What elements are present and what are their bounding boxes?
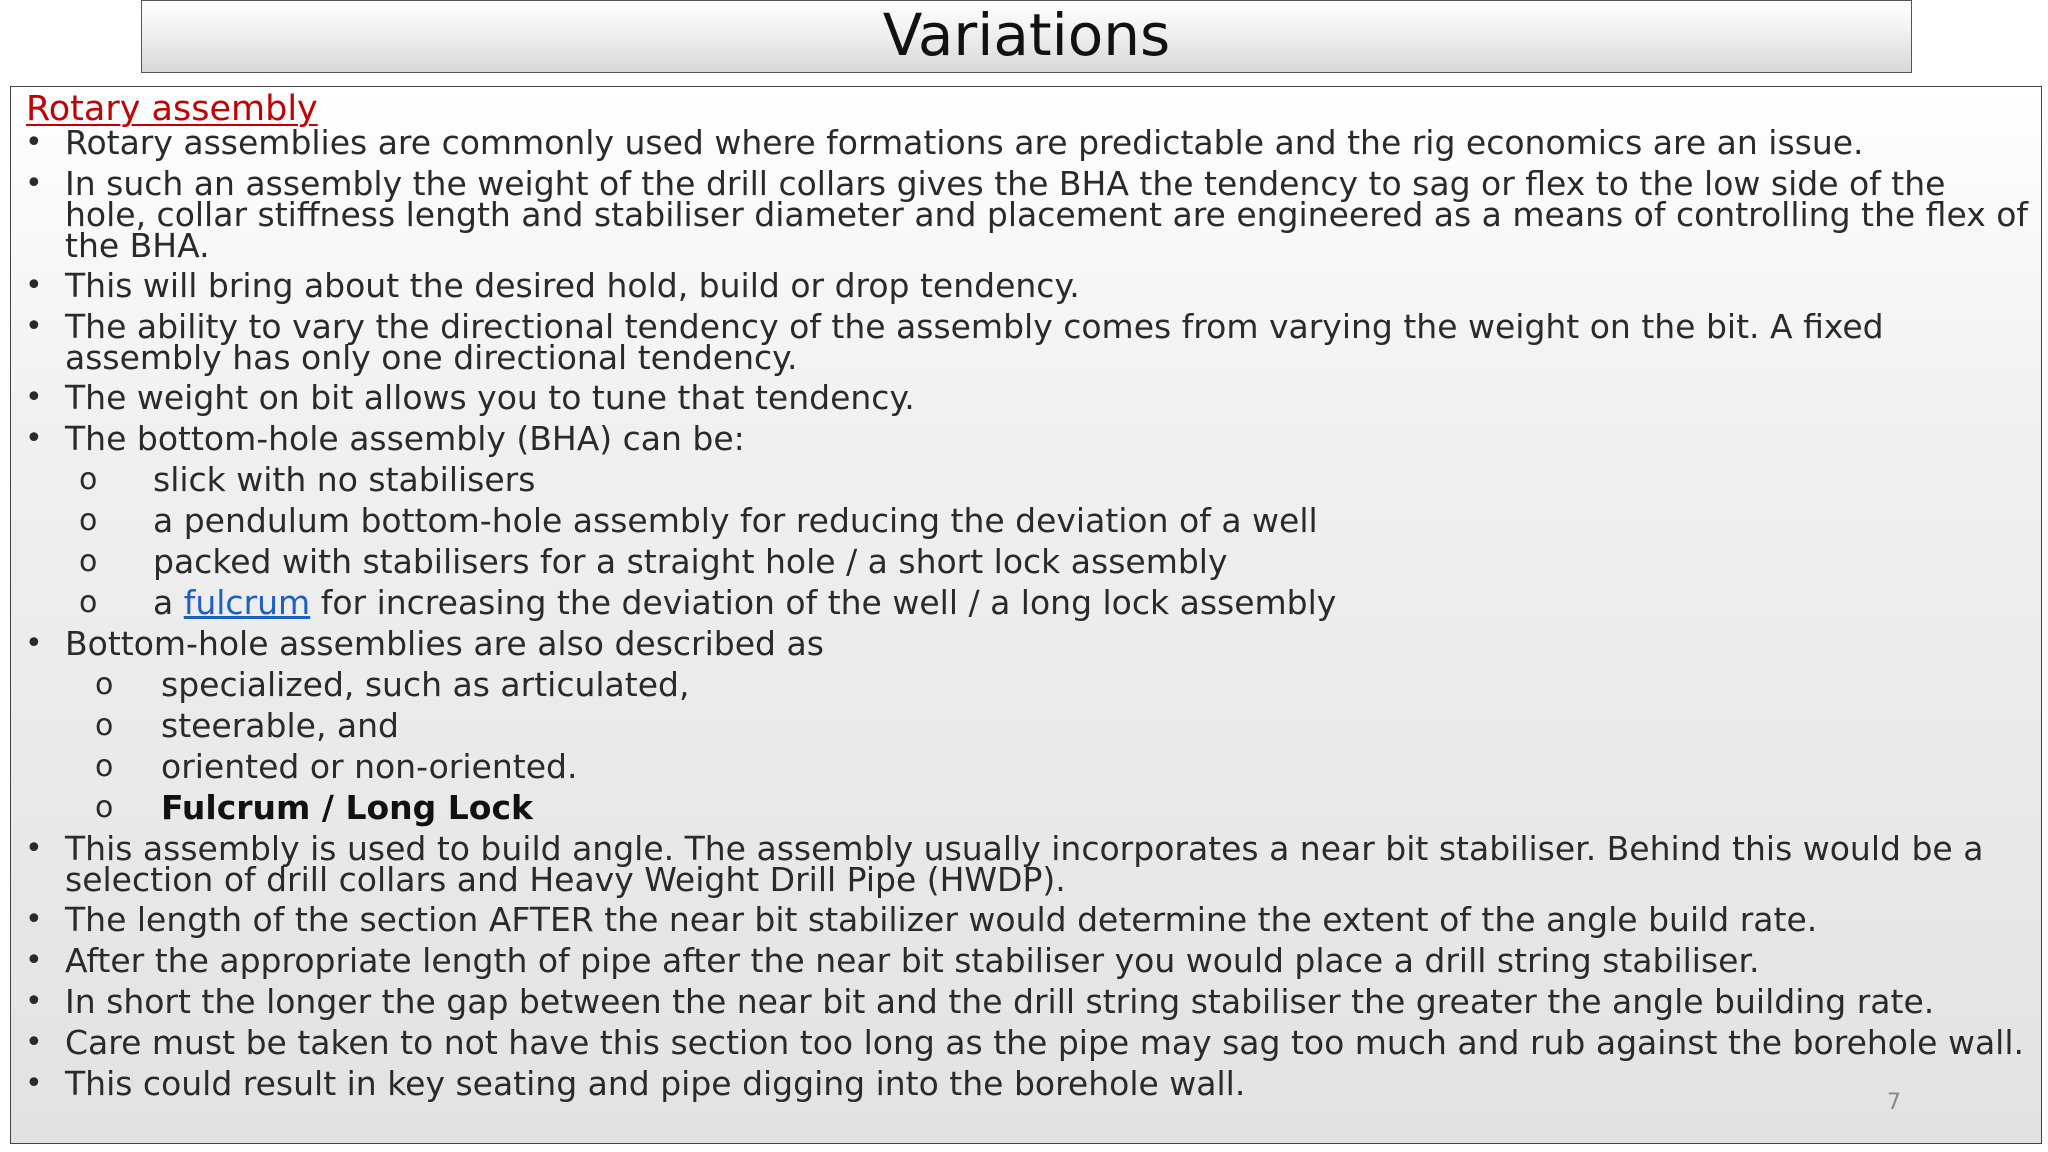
bullet-text: Bottom-hole assemblies are also described as	[65, 624, 824, 663]
bullet-text: The weight on bit allows you to tune that tendency.	[65, 378, 915, 417]
bullet-text: In such an assembly the weight of the drill collars gives the BHA the tendency to sag or flex to the low side of the hole, collar stiffness length and stabiliser diameter and placement are engineered as a means of controlling the flex of the BHA.	[65, 164, 2029, 265]
circle-bullet-icon: o	[79, 462, 98, 497]
sub-bullet-item	[11, 788, 2041, 827]
bullet-text: The length of the section AFTER the near bit stabilizer would determine the extent of the angle build rate.	[65, 900, 1818, 939]
bullet-list	[11, 123, 2041, 1109]
bullet-item	[11, 829, 2041, 899]
circle-bullet-icon: o	[95, 790, 114, 825]
sub-heading-fulcrum: Fulcrum / Long Lock	[161, 788, 533, 827]
bullet-item	[11, 900, 2041, 939]
sub-bullet-text: specialized, such as articulated,	[161, 665, 690, 704]
sub-bullet-text-post: for increasing the deviation of the well / a long lock assembly	[320, 583, 1337, 622]
sub-bullet-item	[11, 542, 2041, 581]
bullet-item	[11, 266, 2041, 305]
bullet-item	[11, 378, 2041, 417]
bullet-dot-icon: •	[25, 902, 43, 937]
bullet-dot-icon: •	[25, 626, 43, 661]
bullet-dot-icon: •	[25, 309, 43, 344]
sub-bullet-text: steerable, and	[161, 706, 400, 745]
bullet-dot-icon: •	[25, 1025, 43, 1060]
circle-bullet-icon: o	[79, 503, 98, 538]
bullet-text: Rotary assemblies are commonly used where formations are predictable and the rig economics are an issue.	[65, 123, 1864, 162]
bullet-dot-icon: •	[25, 125, 43, 160]
title-box	[141, 0, 1912, 73]
circle-bullet-icon: o	[79, 544, 98, 579]
circle-bullet-icon: o	[95, 708, 114, 743]
sub-bullet-item	[11, 665, 2041, 704]
bullet-text: This assembly is used to build angle. The assembly usually incorporates a near bit stabiliser. Behind this would be a selection of drill collars and Heavy Weight Drill Pipe (HWDP).	[65, 829, 1984, 899]
sub-bullet-item	[11, 747, 2041, 786]
bullet-item	[11, 123, 2041, 162]
circle-bullet-icon: o	[95, 667, 114, 702]
bullet-dot-icon: •	[25, 831, 43, 866]
content-box	[10, 86, 2042, 1144]
sub-bullet-item	[11, 460, 2041, 499]
fulcrum-link[interactable]: fulcrum	[183, 583, 311, 622]
bullet-dot-icon: •	[25, 380, 43, 415]
sub-bullet-text: slick with no stabilisers	[153, 460, 536, 499]
circle-bullet-icon: o	[79, 585, 98, 620]
bullet-text: In short the longer the gap between the near bit and the drill string stabiliser the greater the angle building rate.	[65, 982, 1935, 1021]
bullet-item	[11, 624, 2041, 663]
bullet-dot-icon: •	[25, 984, 43, 1019]
bullet-item	[11, 164, 2041, 265]
bullet-item	[11, 1023, 2041, 1062]
bullet-dot-icon: •	[25, 943, 43, 978]
sub-bullet-text: oriented or non-oriented.	[161, 747, 578, 786]
sub-bullet-text: packed with stabilisers for a straight hole / a short lock assembly	[153, 542, 1228, 581]
circle-bullet-icon: o	[95, 749, 114, 784]
sub-bullet-item	[11, 583, 2041, 622]
sub-bullet-text: a pendulum bottom-hole assembly for reducing the deviation of a well	[153, 501, 1318, 540]
bullet-dot-icon: •	[25, 268, 43, 303]
bullet-text: The bottom-hole assembly (BHA) can be:	[65, 419, 745, 458]
bullet-text: The ability to vary the directional tendency of the assembly comes from varying the weight on the bit. A fixed assembly has only one directional tendency.	[65, 307, 1884, 377]
bullet-item	[11, 307, 2041, 377]
slide-title: Variations	[882, 1, 1171, 69]
bullet-item	[11, 419, 2041, 458]
bullet-dot-icon: •	[25, 166, 43, 201]
bullet-text: This could result in key seating and pipe digging into the borehole wall.	[65, 1064, 1246, 1103]
section-heading: Rotary assembly	[26, 89, 318, 129]
page-number: 7	[1887, 1090, 1901, 1115]
bullet-item	[11, 941, 2041, 980]
sub-bullet-text-pre: a	[153, 583, 174, 622]
bullet-dot-icon: •	[25, 1066, 43, 1101]
bullet-item	[11, 982, 2041, 1021]
sub-bullet-item	[11, 501, 2041, 540]
bullet-text: Care must be taken to not have this section too long as the pipe may sag too much and rub against the borehole wall.	[65, 1023, 2024, 1062]
bullet-item	[11, 1064, 2041, 1103]
sub-bullet-item	[11, 706, 2041, 745]
bullet-text: After the appropriate length of pipe after the near bit stabiliser you would place a drill string stabiliser.	[65, 941, 1760, 980]
bullet-dot-icon: •	[25, 421, 43, 456]
bullet-text: This will bring about the desired hold, build or drop tendency.	[65, 266, 1080, 305]
